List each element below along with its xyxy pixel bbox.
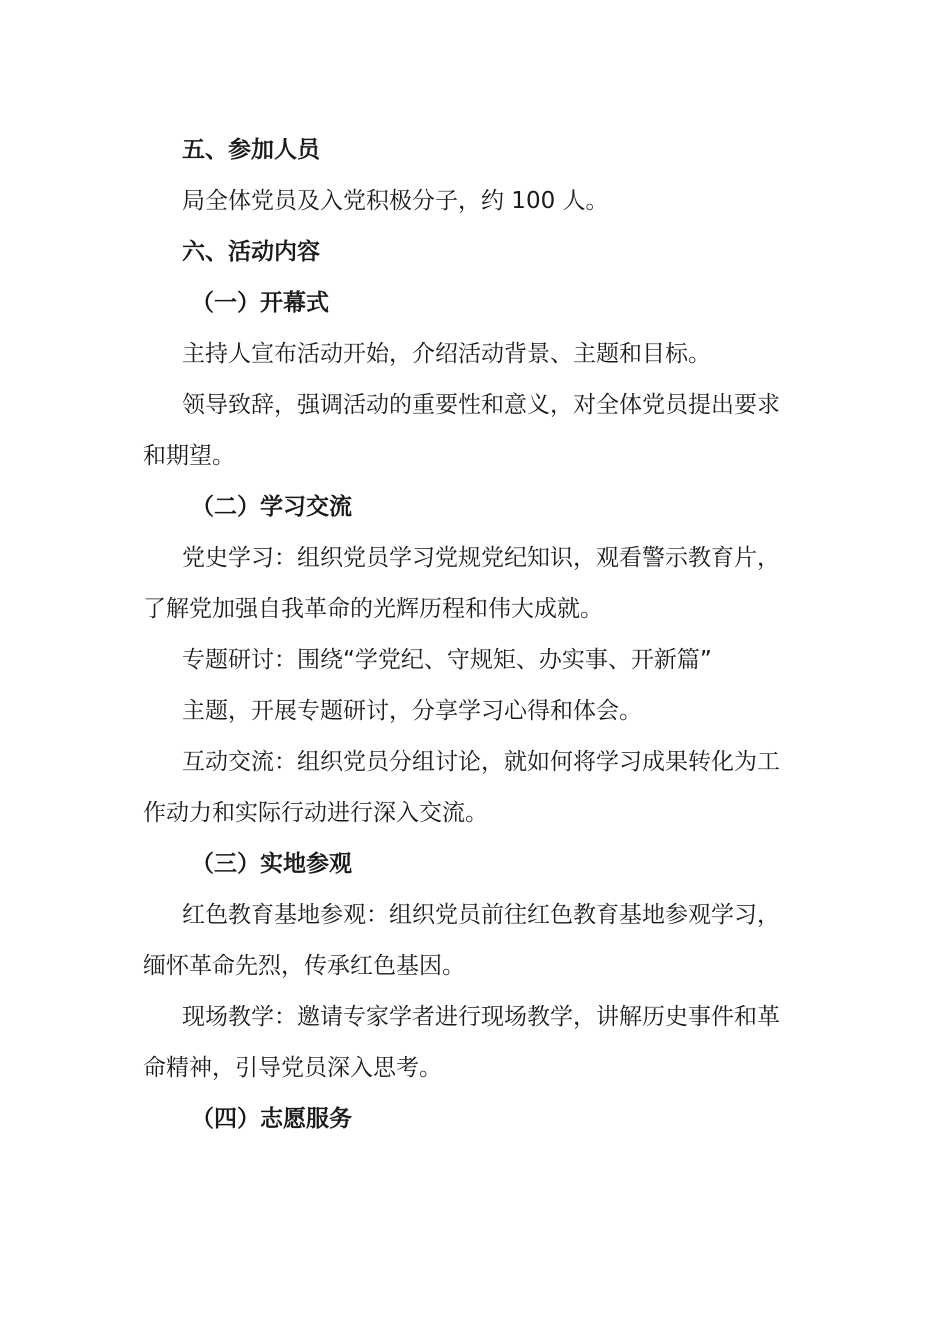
subheading-site-visit: （三）实地参观 <box>191 851 352 877</box>
paragraph-line: 现场教学：邀请专家学者进行现场教学，讲解历史事件和革 <box>182 1004 780 1030</box>
paragraph-line: 党史学习：组织党员学习党规党纪知识，观看警示教育片， <box>182 545 780 571</box>
subheading-study-exchange: （二）学习交流 <box>191 494 352 520</box>
paragraph-line: 局全体党员及入党积极分子，约 100 人。 <box>182 188 609 214</box>
paragraph-line: 和期望。 <box>143 443 235 469</box>
paragraph-line: 互动交流：组织党员分组讨论，就如何将学习成果转化为工 <box>182 749 780 775</box>
paragraph-line: 了解党加强自我革命的光辉历程和伟大成就。 <box>143 596 603 622</box>
subheading-volunteer-service: （四）志愿服务 <box>191 1106 352 1132</box>
paragraph-line: 作动力和实际行动进行深入交流。 <box>143 800 488 826</box>
paragraph-line: 命精神，引导党员深入思考。 <box>143 1055 442 1081</box>
section-heading-activities: 六、活动内容 <box>182 239 320 265</box>
paragraph-line: 红色教育基地参观：组织党员前往红色教育基地参观学习， <box>182 902 780 928</box>
section-heading-participants: 五、参加人员 <box>182 137 320 163</box>
paragraph-line: 缅怀革命先烈，传承红色基因。 <box>143 953 465 979</box>
paragraph-line: 领导致辞，强调活动的重要性和意义，对全体党员提出要求 <box>182 392 780 418</box>
subheading-opening: （一）开幕式 <box>191 290 329 316</box>
document-body <box>143 125 807 1145</box>
paragraph-line: 专题研讨：围绕“学党纪、守规矩、办实事、开新篇” <box>182 647 712 673</box>
paragraph-line: 主持人宣布活动开始，介绍活动背景、主题和目标。 <box>182 341 711 367</box>
paragraph-line: 主题，开展专题研讨，分享学习心得和体会。 <box>182 698 642 724</box>
